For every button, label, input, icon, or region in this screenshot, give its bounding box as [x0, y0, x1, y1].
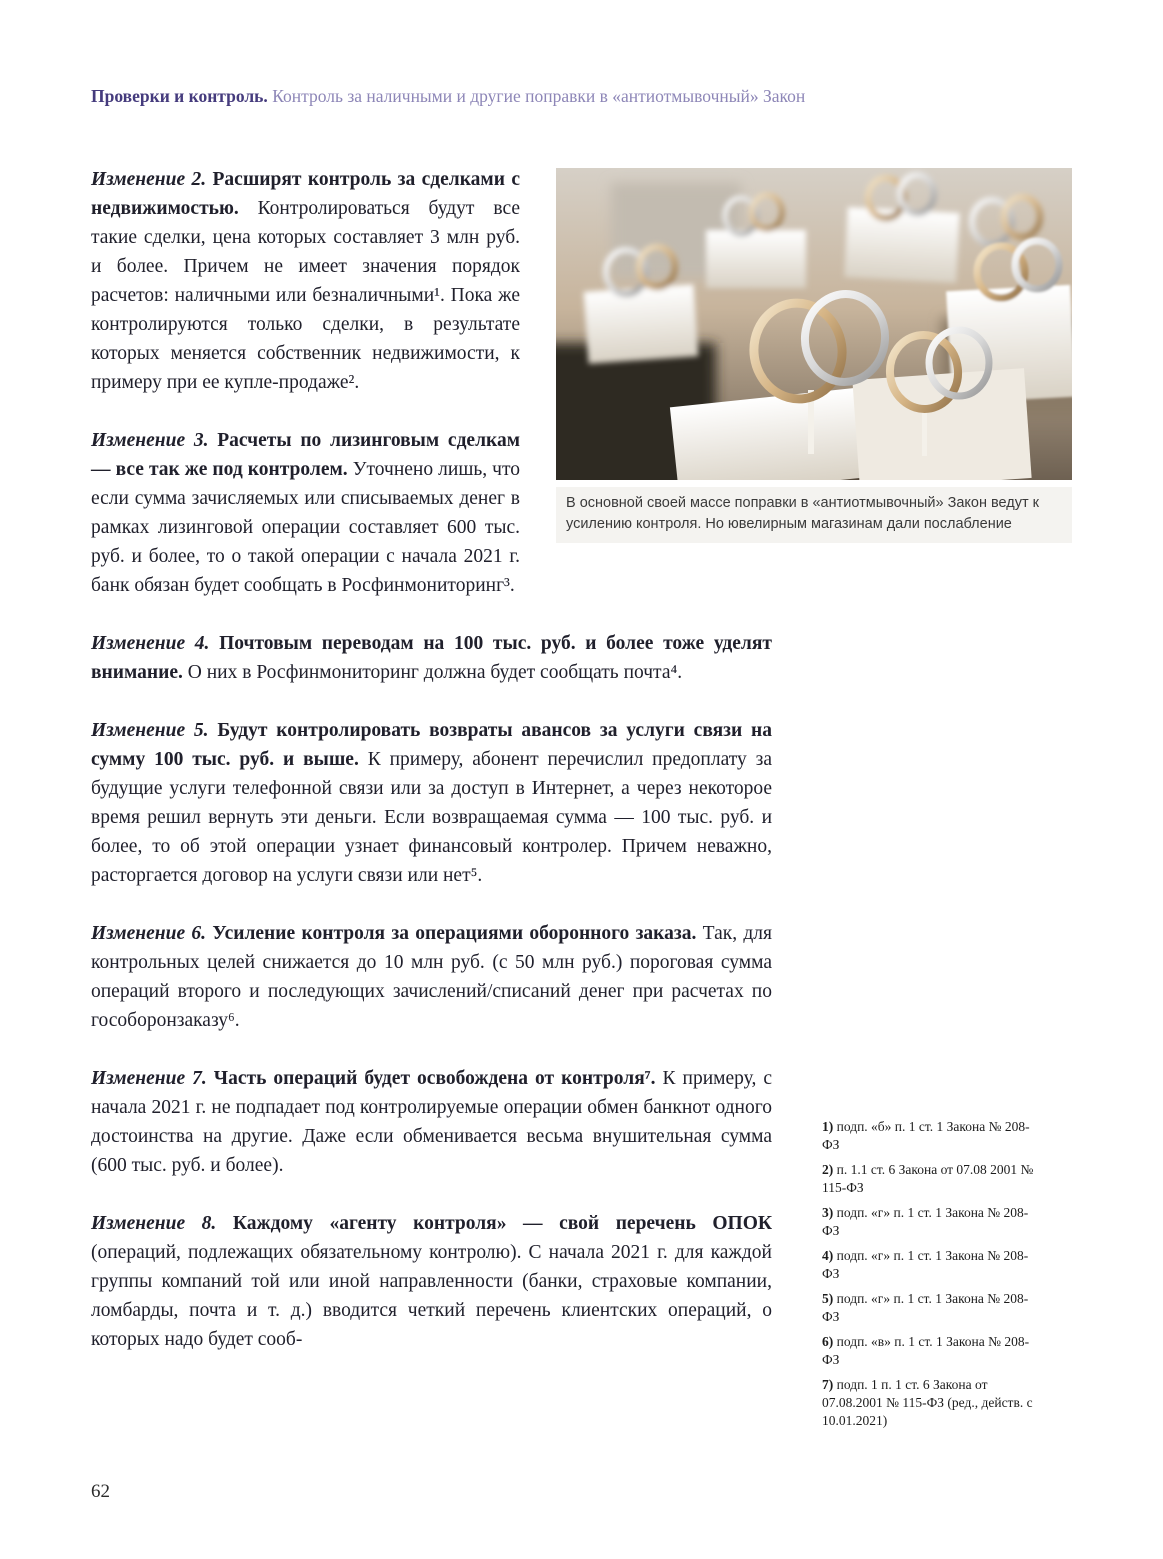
footnote-number: 6)	[822, 1334, 834, 1349]
paragraph-change-7	[91, 1064, 772, 1180]
change-lead: Расширят контроль за сделками с недвижимостью.	[91, 169, 520, 219]
change-text: К примеру, абонент перечислил предоплату за будущие услуги телефонной связи или за доступ в Интернет, а через некоторое время решил вернуть эти деньги. Если возвращаемая сумма — 100 тыс. руб. и более, то об этой операции узнает финансовый контролер. Причем неважно, расторгается договор на услуги связи или нет⁵.	[91, 749, 772, 886]
page-header	[91, 84, 1081, 108]
footnote-number: 4)	[822, 1248, 834, 1263]
footnote-6	[822, 1333, 1040, 1369]
change-number: Изменение 7.	[91, 1068, 207, 1089]
footnote-number: 5)	[822, 1291, 834, 1306]
rubric-label: Проверки и контроль.	[91, 86, 268, 106]
paragraph-change-8	[91, 1209, 772, 1354]
footnote-text: подп. «в» п. 1 ст. 1 Закона № 208-ФЗ	[822, 1334, 1030, 1367]
footnote-number: 7)	[822, 1377, 834, 1392]
change-number: Изменение 2.	[91, 169, 207, 190]
page-number: 62	[91, 1481, 110, 1502]
change-number: Изменение 8.	[91, 1213, 217, 1234]
change-text: (операций, подлежащих обязательному контролю). С начала 2021 г. для каждой группы компаний той или иной направленности (банки, страховые компании, ломбарды, почта и т. д.) вводится четкий перечень клиентских операций, о которых надо будет сооб-	[91, 1242, 772, 1350]
footnote-1	[822, 1118, 1040, 1154]
footnote-text: подп. «г» п. 1 ст. 1 Закона № 208-ФЗ	[822, 1205, 1029, 1238]
photo-wrap-spacer	[520, 165, 772, 565]
photo-caption: В основной своей массе поправки в «антиотмывочный» Закон ведут к усилению контроля. Но ювелирным магазинам дали послабление	[556, 487, 1072, 543]
footnote-text: подп. «б» п. 1 ст. 1 Закона № 208-ФЗ	[822, 1119, 1030, 1152]
footnote-number: 1)	[822, 1119, 834, 1134]
change-lead: Будут контролировать возвраты авансов за услуги связи на сумму 100 тыс. руб. и выше.	[91, 720, 772, 770]
change-text: К примеру, с начала 2021 г. не подпадает под контролируемые операции обмен банкнот одного достоинства на другие. Даже если обменивается весьма внушительная сумма (600 тыс. руб. и более).	[91, 1068, 772, 1176]
change-lead: Расчеты по лизинговым сделкам — все так же под контролем.	[91, 430, 520, 480]
change-text: Контролироваться будут все такие сделки, цена которых составляет 3 млн руб. и более. Причем не имеет значения порядок расчетов: наличными или безналичными¹. Пока же контролируются только сделки, в результате которых меняется собственник недвижимости, к примеру при ее купле-продаже².	[91, 198, 520, 393]
change-number: Изменение 5.	[91, 720, 209, 741]
change-text: Так, для контрольных целей снижается до 10 млн руб. (с 50 млн руб.) пороговая сумма операций второго и последующих зачислений/списаний денег при расчетах по гособоронзаказу⁶.	[91, 923, 773, 1031]
change-number: Изменение 6.	[91, 923, 207, 944]
footnote-text: подп. «г» п. 1 ст. 1 Закона № 208-ФЗ	[822, 1291, 1029, 1324]
paragraph-change-4	[91, 629, 772, 687]
change-lead: Часть операций будет освобождена от контроля⁷.	[213, 1068, 656, 1089]
footnote-text: подп. «г» п. 1 ст. 1 Закона № 208-ФЗ	[822, 1248, 1029, 1281]
change-number: Изменение 4.	[91, 633, 210, 654]
change-lead: Усиление контроля за операциями оборонного заказа.	[212, 923, 697, 944]
footnote-3	[822, 1204, 1040, 1240]
footnote-text: подп. 1 п. 1 ст. 6 Закона от 07.08.2001 № 115-ФЗ (ред., действ. с 10.01.2021)	[822, 1377, 1033, 1428]
footnote-5	[822, 1290, 1040, 1326]
change-text: Уточнено лишь, что если сумма зачисляемых или списываемых денег в рамках лизинговой операции составляет 600 тыс. руб. и более, то о такой операции с начала 2021 г. банк обязан будет сообщать в Росфинмониторинг³.	[91, 459, 520, 596]
footnote-number: 2)	[822, 1162, 834, 1177]
change-text: О них в Росфинмониторинг должна будет сообщать почта⁴.	[187, 662, 683, 683]
footnote-7	[822, 1376, 1040, 1430]
footnote-text: п. 1.1 ст. 6 Закона от 07.08 2001 № 115-ФЗ	[822, 1162, 1034, 1195]
change-number: Изменение 3.	[91, 430, 209, 451]
paragraph-change-5	[91, 716, 772, 890]
footnote-2	[822, 1161, 1040, 1197]
footnotes-list	[822, 1118, 1040, 1437]
footnote-number: 3)	[822, 1205, 834, 1220]
change-lead: Почтовым переводам на 100 тыс. руб. и более тоже уделят внимание.	[91, 633, 772, 683]
paragraph-change-6	[91, 919, 772, 1035]
article-body	[91, 165, 772, 1354]
header-subtitle: Контроль за наличными и другие поправки в «антиотмывочный» Закон	[272, 86, 806, 106]
footnote-4	[822, 1247, 1040, 1283]
change-lead: Каждому «агенту контроля» — свой перечень ОПОК	[232, 1213, 772, 1234]
